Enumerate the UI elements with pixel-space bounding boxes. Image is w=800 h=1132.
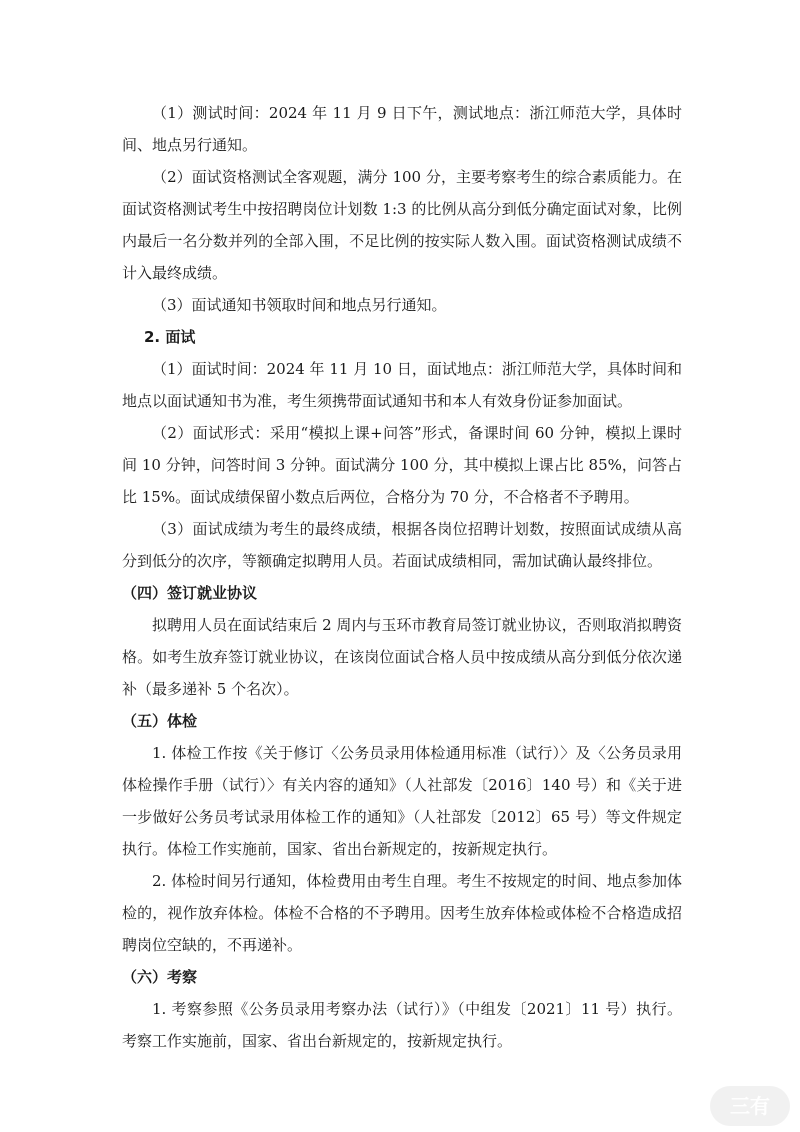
paragraph-agreement: 拟聘用人员在面试结束后 2 周内与玉环市教育局签订就业协议，否则取消拟聘资格。如考生放弃签订就业协议，在该岗位面试合格人员中按成绩从高分到低分依次递补（最多递补 5 个名次）。: [122, 616, 682, 698]
paragraph-test-time: （1）测试时间：2024 年 11 月 9 日下午，测试地点：浙江师范大学，具体时间、地点另行通知。: [122, 104, 682, 154]
paragraph-notice-pickup: （3）面试通知书领取时间和地点另行通知。: [152, 296, 447, 314]
paragraph-test-content: （2）面试资格测试全客观题，满分 100 分，主要考察考生的综合素质能力。在面试资格测试考生中按招聘岗位计划数 1:3 的比例从高分到低分确定面试对象，比例内最后一名分数并列的全部入围，不足比例的按实际人数入围。面试资格测试成绩不计入最终成绩。: [122, 168, 682, 282]
paragraph-interview-score: （3）面试成绩为考生的最终成绩，根据各岗位招聘计划数，按照面试成绩从高分到低分的次序，等额确定拟聘用人员。若面试成绩相同，需加试确认最终排位。: [122, 520, 682, 570]
heading-agreement: （四）签订就业协议: [122, 584, 258, 602]
watermark-logo: 三有: [710, 1086, 790, 1126]
heading-inspection: （六）考察: [122, 968, 198, 986]
heading-interview: 2. 面试: [144, 328, 196, 346]
paragraph-medical-rules: 1. 体检工作按《关于修订〈公务员录用体检通用标准（试行）〉及〈公务员录用体检操作手册（试行）〉有关内容的通知》（人社部发〔2016〕140 号）和《关于进一步做好公务员考试录用体检工作的通知》（人社部发〔2012〕65 号）等文件规定执行。体检工作实施前，国家、省出台新规定的，按新规定执行。: [122, 744, 682, 858]
paragraph-medical-time: 2. 体检时间另行通知，体检费用由考生自理。考生不按规定的时间、地点参加体检的，视作放弃体检。体检不合格的不予聘用。因考生放弃体检或体检不合格造成招聘岗位空缺的，不再递补。: [122, 872, 682, 954]
paragraph-interview-time: （1）面试时间：2024 年 11 月 10 日，面试地点：浙江师范大学，具体时间和地点以面试通知书为准，考生须携带面试通知书和本人有效身份证参加面试。: [122, 360, 682, 410]
paragraph-interview-format: （2）面试形式：采用“模拟上课+问答”形式，备课时间 60 分钟，模拟上课时间 10 分钟，问答时间 3 分钟。面试满分 100 分，其中模拟上课占比 85%，问答占比 15%。面试成绩保留小数点后两位，合格分为 70 分，不合格者不予聘用。: [122, 424, 682, 506]
heading-medical: （五）体检: [122, 712, 198, 730]
paragraph-inspection: 1. 考察参照《公务员录用考察办法（试行）》（中组发〔2021〕11 号）执行。考察工作实施前，国家、省出台新规定的，按新规定执行。: [122, 1000, 682, 1050]
